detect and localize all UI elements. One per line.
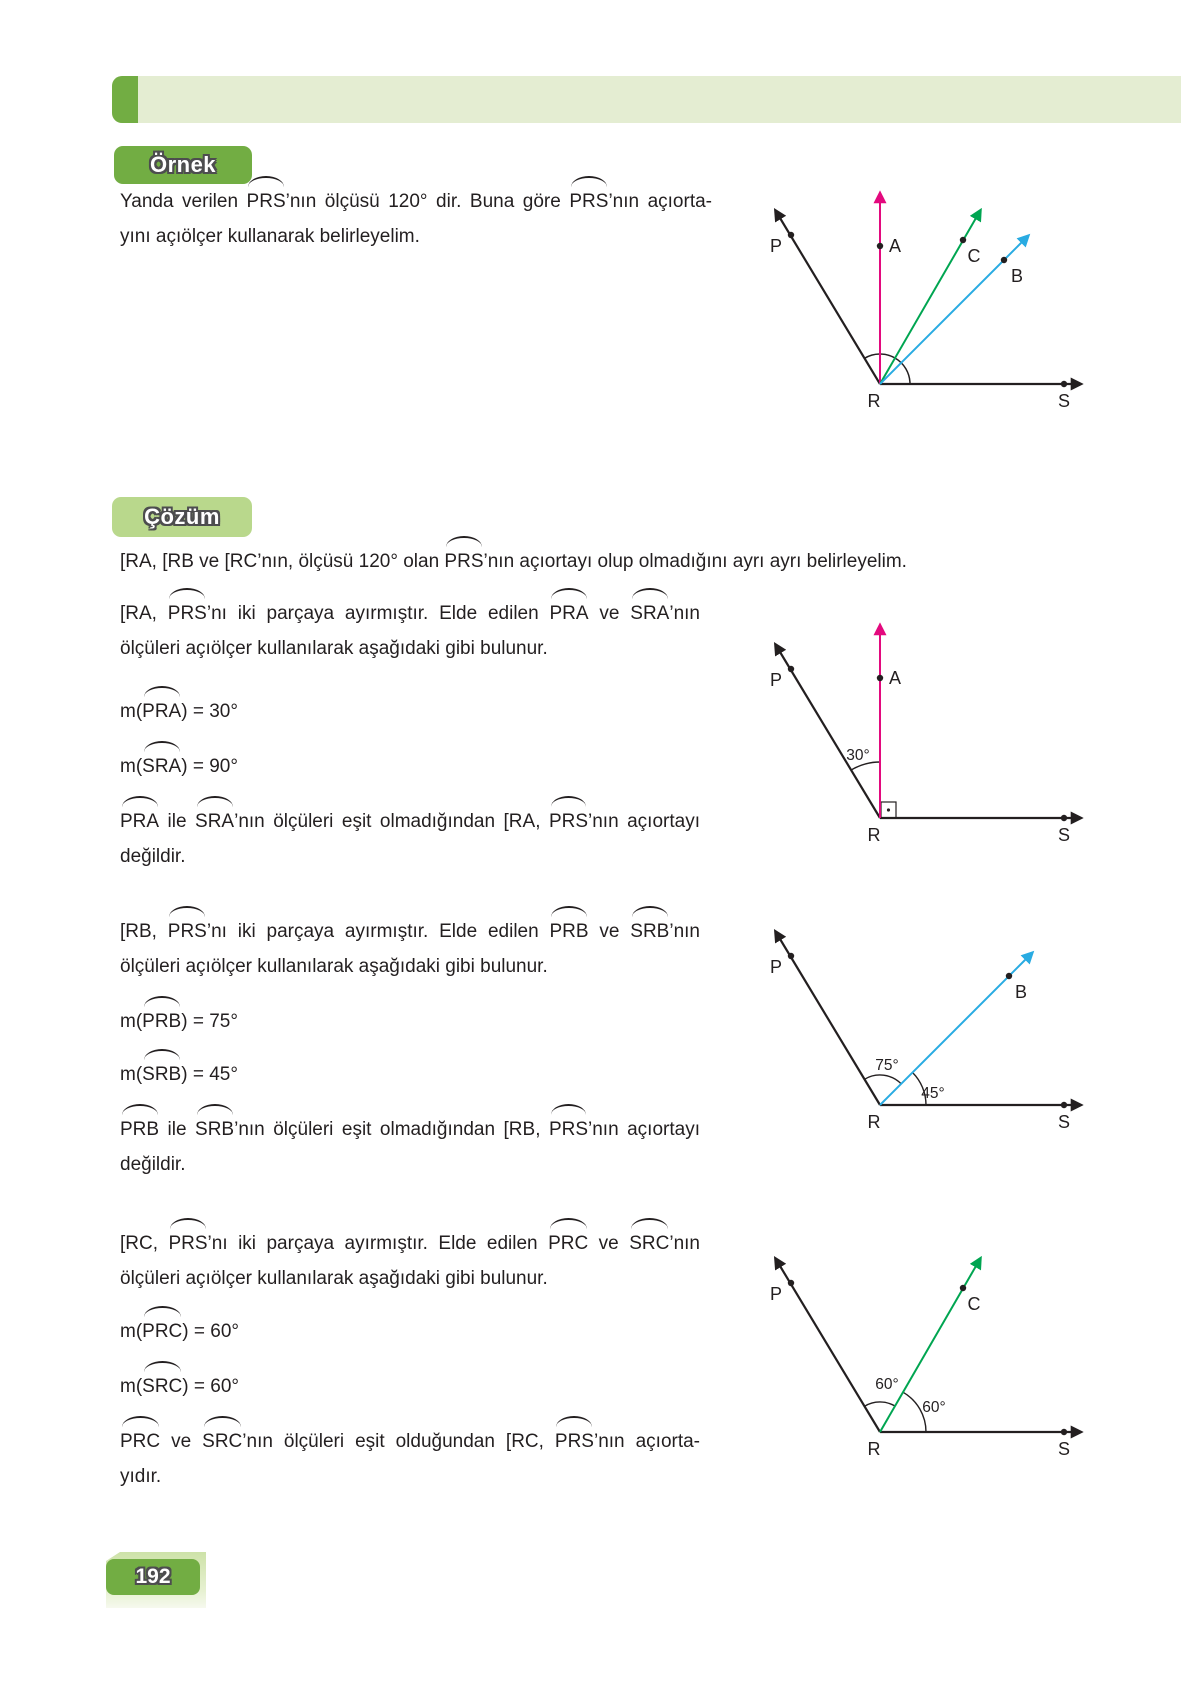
point-p [788, 666, 794, 672]
angle-name: PRS [555, 1424, 594, 1459]
ray-rp [780, 218, 880, 384]
angle-name: PRB [142, 1004, 181, 1039]
angle-name: SRB [142, 1057, 181, 1092]
point-p [788, 1280, 794, 1286]
section-c-conclusion: PRC ve SRC’nın ölçüleri eşit olduğundan [RC, PRS’nın açıorta- yıdır. [120, 1424, 700, 1494]
angle-name: SRA [630, 596, 669, 631]
angle-name: PRB [120, 1112, 159, 1147]
ray-rp [780, 1266, 880, 1432]
angle-name: PRB [550, 914, 589, 949]
angle-name: PRS [247, 184, 286, 219]
point-c [960, 237, 966, 243]
angle-name: PRS [168, 1226, 207, 1261]
ray-rp [780, 652, 880, 818]
section-a-paragraph: [RA, PRS’nı iki parçaya ayırmıştır. Elde edilen PRA ve SRA’nın ölçüleri açıölçer kullanılarak aşağıdaki gibi bulunur. [120, 596, 700, 666]
measure-src: m(SRC) = 60° [120, 1369, 239, 1404]
solution-badge [112, 497, 252, 537]
point-a [877, 675, 883, 681]
label-c: C [967, 246, 981, 266]
measure-prb: m(PRB) = 75° [120, 1004, 238, 1039]
label-s: S [1057, 1112, 1071, 1132]
point-s [1061, 381, 1067, 387]
point-s [1061, 1429, 1067, 1435]
label-r: R [867, 1112, 881, 1132]
label-r: R [867, 825, 881, 845]
point-p [788, 232, 794, 238]
angle-name: SRB [630, 914, 669, 949]
angle-name: PRS [168, 596, 207, 631]
diagram-rb [690, 920, 1090, 1132]
point-s [1061, 1102, 1067, 1108]
angle-name: PRC [142, 1314, 182, 1349]
solution-intro: [RA, [RB ve [RC’nın, ölçüsü 120° olan PRS’nın açıortayı olup olmadığını ayrı ayrı belirleyelim. [120, 544, 1060, 579]
label-p: P [769, 1284, 783, 1304]
point-p [788, 953, 794, 959]
measure-prc: m(PRC) = 60° [120, 1314, 239, 1349]
angle-label-45: 45° [921, 1085, 945, 1102]
angle-label-30: 30° [846, 747, 870, 764]
point-b [1006, 973, 1012, 979]
example-badge [114, 146, 252, 184]
label-r: R [867, 391, 881, 411]
angle-name: SRC [629, 1226, 669, 1261]
measure-pra: m(PRA) = 30° [120, 694, 238, 729]
angle-name: PRS [168, 914, 207, 949]
angle-name: SRA [195, 804, 234, 839]
angle-label-75: 75° [875, 1057, 899, 1074]
angle-arc-prb [865, 1075, 902, 1084]
example-statement: Yanda verilen PRS’nın ölçüsü 120° dir. Buna göre PRS’nın açıorta- yını açıölçer kullanarak belirleyelim. [120, 184, 712, 254]
page-number-badge [106, 1559, 200, 1595]
section-a-conclusion: PRA ile SRA’nın ölçüleri eşit olmadığından [RA, PRS’nın açıortayı değildir. [120, 804, 700, 874]
point-b [1001, 257, 1007, 263]
angle-label-60-right: 60° [922, 1399, 946, 1416]
measure-srb: m(SRB) = 45° [120, 1057, 238, 1092]
angle-name: PRA [142, 694, 181, 729]
section-b-paragraph: [RB, PRS’nı iki parçaya ayırmıştır. Elde edilen PRB ve SRB’nın ölçüleri açıölçer kullanılarak aşağıdaki gibi bulunur. [120, 914, 700, 984]
label-a: A [889, 236, 902, 256]
angle-name: PRS [549, 1112, 588, 1147]
angle-name: PRA [550, 596, 589, 631]
label-p: P [769, 236, 783, 256]
diagram-overview [690, 182, 1090, 420]
label-s: S [1057, 391, 1071, 411]
point-c [960, 1285, 966, 1291]
angle-name: SRB [195, 1112, 234, 1147]
label-c: C [967, 1294, 981, 1314]
label-r: R [867, 1439, 881, 1459]
solution-badge-label: Çözüm [144, 504, 220, 529]
chapter-bar-cap [112, 76, 138, 123]
angle-arc-prc [865, 1402, 896, 1406]
label-p: P [769, 957, 783, 977]
angle-name: SRC [142, 1369, 182, 1404]
angle-name: PRS [569, 184, 608, 219]
diagram-ra [690, 620, 1090, 848]
angle-name: SRA [142, 749, 181, 784]
point-s [1061, 815, 1067, 821]
angle-name: PRC [548, 1226, 588, 1261]
example-badge-label: Örnek [149, 152, 217, 177]
label-s: S [1057, 825, 1071, 845]
label-p: P [769, 670, 783, 690]
diagram-rc [690, 1245, 1090, 1459]
right-angle-dot [887, 808, 890, 811]
chapter-bar [112, 76, 1181, 123]
angle-label-60-left: 60° [875, 1376, 899, 1393]
angle-name: PRA [120, 804, 159, 839]
ray-rp [780, 939, 880, 1105]
section-c-paragraph: [RC, PRS’nı iki parçaya ayırmıştır. Elde edilen PRC ve SRC’nın ölçüleri açıölçer kullanılarak aşağıdaki gibi bulunur. [120, 1226, 700, 1296]
label-s: S [1057, 1439, 1071, 1459]
label-b: B [1010, 266, 1024, 286]
label-b: B [1014, 982, 1028, 1002]
ray-rb [880, 959, 1026, 1105]
measure-sra: m(SRA) = 90° [120, 749, 238, 784]
angle-name: PRS [549, 804, 588, 839]
section-b-conclusion: PRB ile SRB’nın ölçüleri eşit olmadığından [RB, PRS’nın açıortayı değildir. [120, 1112, 700, 1182]
angle-name: PRS [444, 544, 483, 579]
ray-rb [880, 242, 1022, 384]
point-a [877, 243, 883, 249]
page-number: 192 [135, 1565, 171, 1588]
angle-name: SRC [202, 1424, 242, 1459]
label-a: A [889, 668, 902, 688]
angle-name: PRC [120, 1424, 160, 1459]
